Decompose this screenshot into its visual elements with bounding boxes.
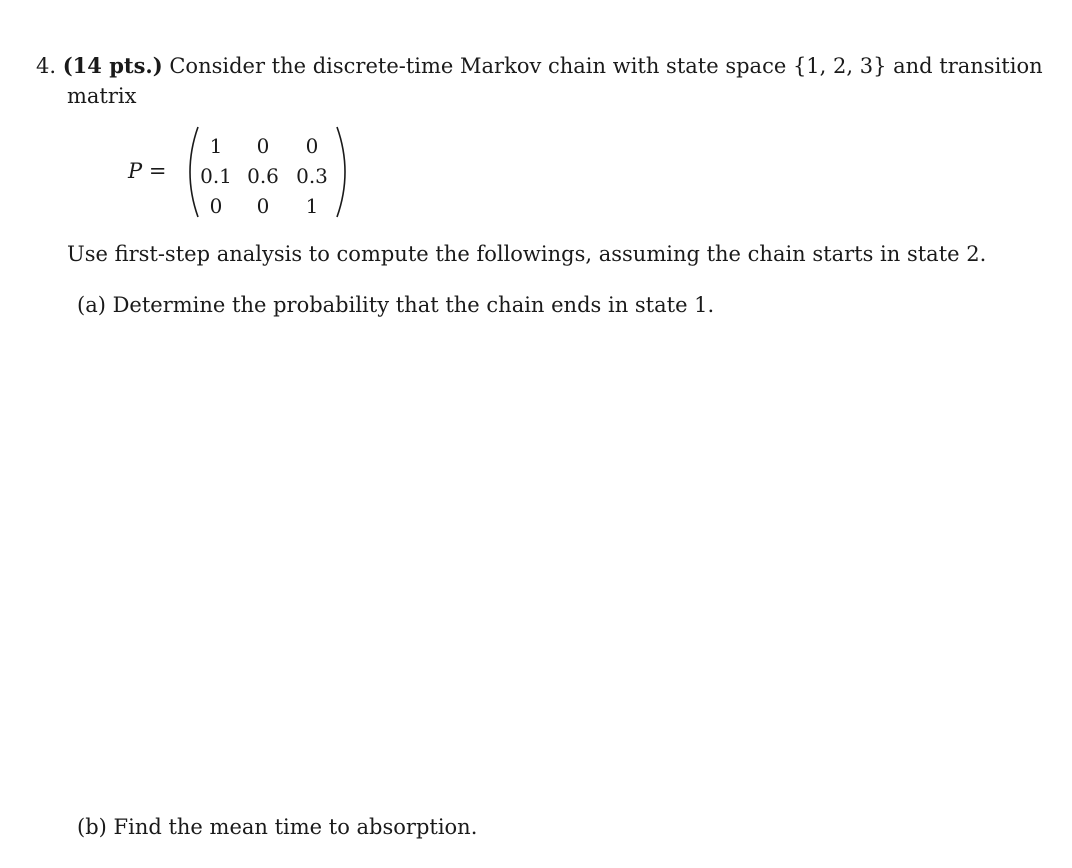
part-b: [77, 817, 477, 838]
problem-points: (14 pts.): [62, 53, 163, 78]
matrix-cell: 1: [305, 194, 319, 218]
matrix-variable: P: [128, 159, 143, 183]
matrix-cell: 0.3: [296, 164, 328, 188]
part-b-text: Find the mean time to absorption.: [113, 815, 478, 839]
part-a: [77, 295, 714, 316]
part-b-label: (b): [77, 815, 107, 839]
part-a-text: Determine the probability that the chain ends in state 1.: [112, 293, 715, 317]
matrix-cell: 0: [256, 194, 270, 218]
problem-intro: Consider the discrete-time Markov chain with state space {1, 2, 3} and transition: [169, 54, 1043, 78]
matrix-cell: 0: [209, 194, 223, 218]
matrix-cell: 0.1: [200, 164, 232, 188]
matrix-equals: =: [142, 159, 167, 183]
matrix-cell: 0: [305, 134, 319, 158]
problem-intro-continued: matrix: [67, 84, 137, 108]
matrix-cell: 0.6: [247, 164, 279, 188]
transition-matrix: [196, 131, 340, 221]
part-a-label: (a): [77, 293, 106, 317]
instruction-text: Use first-step analysis to compute the followings, assuming the chain starts in state 2.: [67, 242, 987, 266]
matrix-cell: 1: [209, 134, 223, 158]
matrix-cell: 0: [256, 134, 270, 158]
problem-statement: [36, 55, 1043, 77]
matrix-label: [128, 161, 166, 182]
problem-number: 4.: [36, 54, 57, 78]
